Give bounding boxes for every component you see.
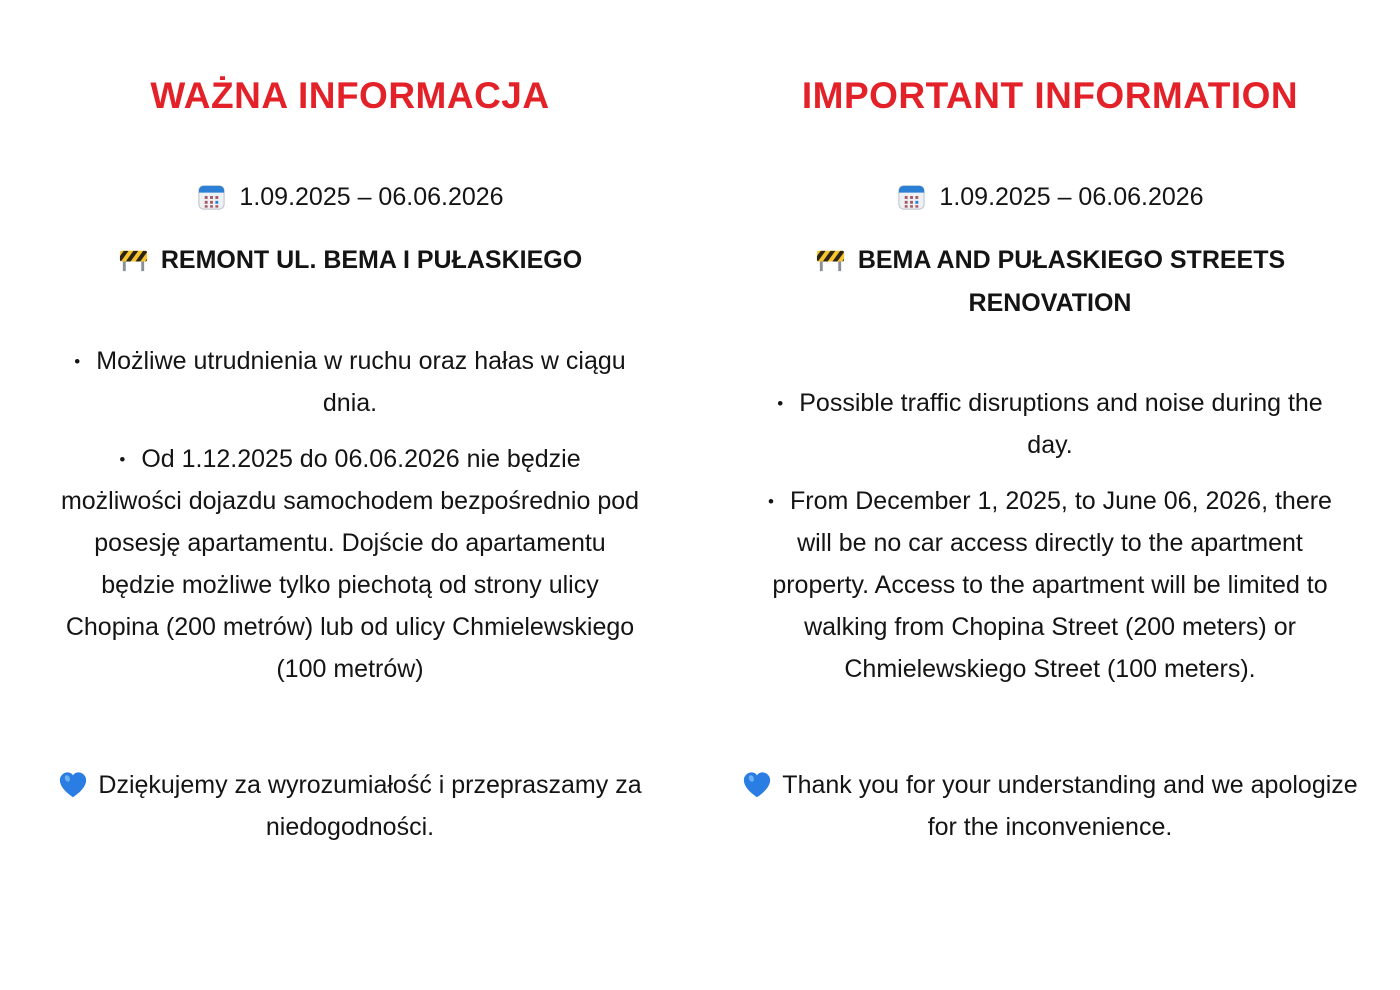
thank-you-text: Thank you for your understanding and we apologize for the inconvenience. (782, 771, 1358, 842)
calendar-icon (196, 181, 227, 212)
blue-heart-icon (742, 770, 772, 800)
bullet-text: Possible traffic disruptions and noise during the day. (799, 389, 1323, 460)
date-range-line (35, 181, 665, 214)
blue-heart-icon (58, 770, 88, 800)
bullet-dot: • (119, 449, 126, 469)
construction-barrier-icon (815, 244, 846, 275)
date-range-text: 1.09.2025 – 06.06.2026 (239, 182, 504, 211)
construction-barrier-icon (118, 244, 149, 275)
list-item (58, 438, 643, 690)
thank-you-note-english (740, 764, 1360, 848)
page-title-polish: WAŻNA INFORMACJA (150, 75, 550, 116)
thank-you-text: Dziękujemy za wyrozumiałość i przepraszamy za niedogodności. (98, 770, 642, 841)
page-title-english: IMPORTANT INFORMATION (801, 75, 1299, 116)
list-item (758, 480, 1343, 690)
date-range-text: 1.09.2025 – 06.06.2026 (939, 182, 1204, 211)
bullet-dot: • (768, 492, 774, 512)
list-item (758, 382, 1343, 466)
bullet-text: Możliwe utrudnienia w ruchu oraz hałas w ciągu dnia. (96, 346, 626, 417)
bullet-text: From December 1, 2025, to June 06, 2026, there will be no car access directly to the apartment property. Access to the apartment will be limited to walking from Chopina Street (200 meters) or Chmielewskiego Street (100 meters). (772, 487, 1332, 684)
bullet-list-polish (35, 340, 665, 690)
renovation-heading-text: BEMA AND PUŁASKIEGO STREETS RENOVATION (857, 246, 1286, 317)
date-range-line (735, 181, 1365, 214)
renovation-heading-text: REMONT UL. BEMA I PUŁASKIEGO (160, 246, 583, 275)
list-item (58, 340, 643, 424)
thank-you-note-polish (40, 764, 660, 848)
renovation-heading-polish (80, 239, 620, 282)
english-column (700, 0, 1400, 990)
calendar-icon (896, 181, 927, 212)
bullet-list-english (735, 382, 1365, 690)
bullet-dot: • (777, 394, 784, 414)
bullet-text: Od 1.12.2025 do 06.06.2026 nie będzie możliwości dojazdu samochodem bezpośrednio pod posesję apartamentu. Dojście do apartamentu będzie możliwe tylko piechotą od strony ulicy Chopina (200 metrów) lub od ulicy Chmielewskiego (100 metrów) (60, 444, 640, 683)
renovation-heading-english (780, 239, 1320, 324)
bullet-dot: • (74, 351, 81, 371)
